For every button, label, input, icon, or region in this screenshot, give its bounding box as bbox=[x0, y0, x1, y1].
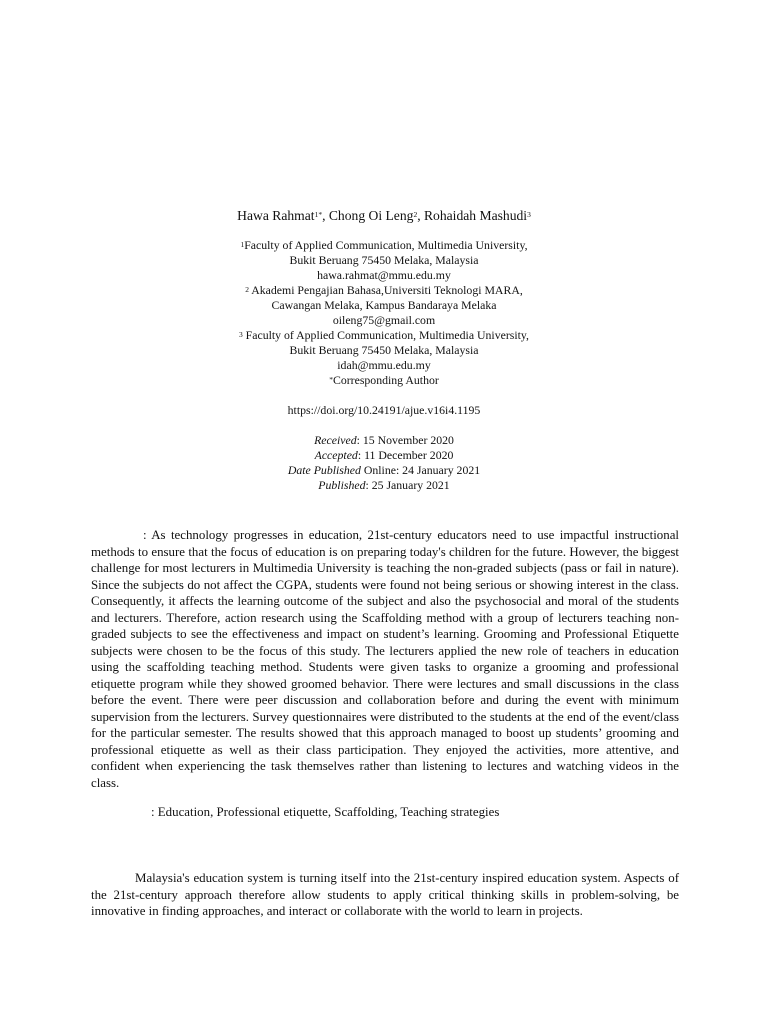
published-online-date: Date Published Online: 24 January 2021 bbox=[287, 463, 481, 477]
affiliation-email[interactable]: hawa.rahmat@mmu.edu.my bbox=[317, 268, 451, 282]
abstract-paragraph bbox=[91, 527, 679, 791]
author-name: Hawa Rahmat bbox=[237, 208, 315, 223]
affiliation-marker: 2 bbox=[245, 285, 249, 294]
corresponding-marker: * bbox=[329, 375, 333, 384]
affiliations bbox=[0, 238, 768, 388]
keywords-line: : Education, Professional etiquette, Scaffolding, Teaching strategies bbox=[151, 805, 500, 819]
affiliation-marker: 3 bbox=[238, 330, 243, 339]
affiliation-line: $^2$ Akademi Pengajian Bahasa,Universiti Teknologi MARA, bbox=[245, 283, 523, 297]
doi-link[interactable]: https://doi.org/10.24191/ajue.v16i4.1195 bbox=[287, 403, 481, 417]
author-affiliation-marker: 3 bbox=[527, 210, 531, 219]
affiliation-line: Bukit Beruang 75450 Melaka, Malaysia bbox=[289, 343, 479, 357]
introduction-paragraph bbox=[91, 870, 679, 920]
author-name: Rohaidah Mashudi bbox=[423, 208, 528, 223]
publication-dates bbox=[0, 433, 768, 493]
author-affiliation-marker: 2 bbox=[413, 210, 418, 219]
affiliation-email[interactable]: oileng75@gmail.com bbox=[332, 313, 436, 327]
published-date: Published: 25 January 2021 bbox=[318, 478, 450, 492]
affiliation-email[interactable]: idah@mmu.edu.my bbox=[337, 358, 431, 372]
author-separator: , bbox=[417, 208, 424, 223]
abstract-text: : As technology progresses in education, 21st-century educators need to use impactful instructional methods to ensure that the focus of education is on preparing today's children for the future. However, the biggest challenge for most lecturers in Multimedia University is teaching the non-graded subjects (pass or fail in nature). Since the subjects do not affect the CGPA, students were found not being serious or showing interest in the class. Consequently, it affects the learning outcome of the subject and also the psychosocial and moral of the students and lecturers. Therefore, action research using the Scaffolding method with a group of lecturers teaching non-graded subjects to see the effectiveness and impact on student’s learning. Grooming and Professional Etiquette subjects were chosen to be the focus of this study. The lecturers applied the new role of teachers in education using the scaffolding teaching method. Students were given tasks to organize a grooming and professional etiquette program while they showed groomed behavior. There were lectures and small discussions in the class before the event. There were peer discussion and collaboration before and during the event with minimum supervision from the lecturers. Survey questionnaires were distributed to the students at the end of the event/class for the particular semester. The results showed that this approach managed to boost up students’ grooming and professional etiquette as well as their class participation. They enjoyed the activities, more attentive, and confident when experiencing the task themselves rather than listening to lectures and watching videos in the class. bbox=[91, 528, 679, 790]
received-date: Received: 15 November 2020 bbox=[314, 433, 454, 447]
author-list bbox=[0, 207, 768, 225]
affiliation-line: Bukit Beruang 75450 Melaka, Malaysia bbox=[289, 253, 479, 267]
author-name: Chong Oi Leng bbox=[328, 208, 414, 223]
affiliation-marker: 1 bbox=[240, 240, 245, 249]
corresponding-author-note: *Corresponding Author bbox=[329, 373, 439, 387]
affiliation-line: $^1$Faculty of Applied Communication, Multimedia University, bbox=[240, 238, 528, 252]
accepted-date: Accepted: 11 December 2020 bbox=[314, 448, 454, 462]
affiliation-line: $^3$ Faculty of Applied Communication, Multimedia University, bbox=[238, 328, 529, 342]
affiliation-line: Cawangan Melaka, Kampus Bandaraya Melaka bbox=[271, 298, 497, 312]
author-separator: , bbox=[322, 208, 329, 223]
introduction-text: Malaysia's education system is turning itself into the 21st-century inspired education system. Aspects of the 21st-century approach therefore allow students to apply critical thinking skills in problem-solving, be innovative in finding approaches, and interact or collaborate with the world to learn in projects. bbox=[91, 871, 679, 918]
author-affiliation-marker: 1* bbox=[314, 210, 323, 219]
